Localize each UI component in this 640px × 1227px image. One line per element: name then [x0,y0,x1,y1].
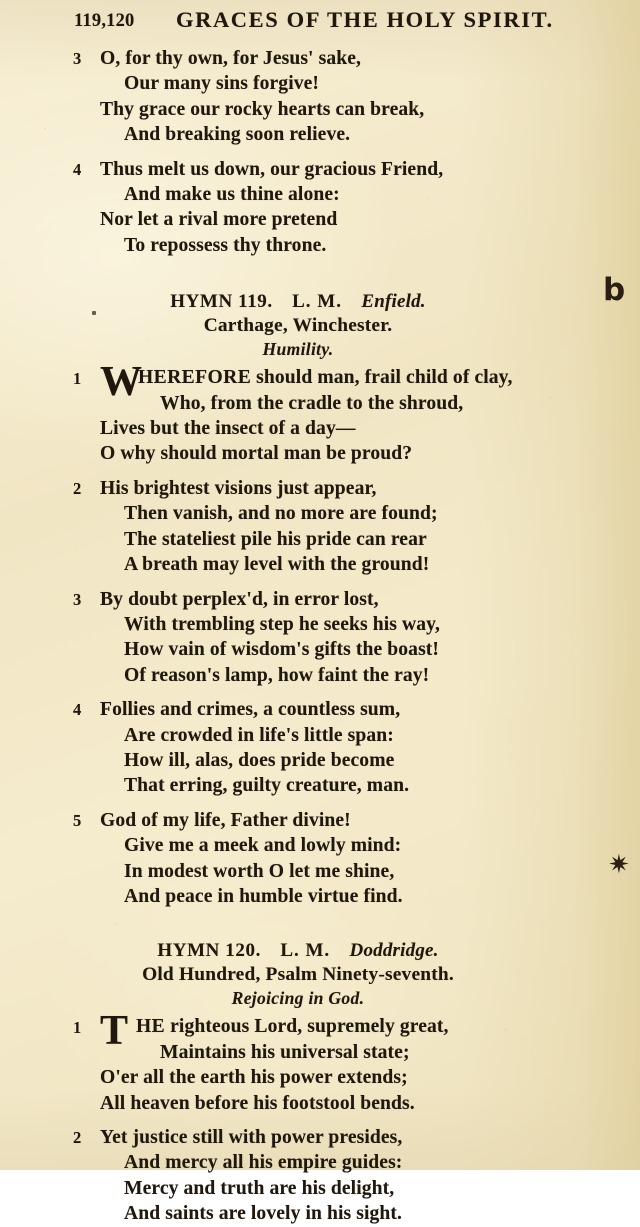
verse-number: 5 [73,810,82,830]
hymn-119-block [0,290,640,909]
stanza [0,46,640,148]
verse-line: All heaven before his footstool bends. [100,1092,415,1114]
verse-line-text: O, for thy own, for Jesus' sake, [100,48,362,69]
verse-line: Of reason's lamp, how faint the ray! [124,664,430,686]
verse-line-text: God of my life, Father divine! [100,809,351,831]
verse-line: In modest worth O let me shine, [124,860,395,882]
verse-line: A breath may level with the ground! [124,554,430,576]
hymn-number-label: HYMN 120. [157,940,261,962]
continued-hymn-block [0,46,640,258]
drop-cap-letter: W [100,359,142,406]
verse-line [73,808,640,833]
verse-number: 1 [73,369,82,389]
page-title: GRACES OF THE HOLY SPIRIT. [176,7,554,32]
stanza [0,587,640,689]
stanza-opening [0,359,640,467]
verse-number: 4 [73,700,82,720]
margin-letter-b-mark: b [603,272,626,308]
verse-line: How ill, alas, does pride become [124,749,395,771]
section-gap [0,258,640,290]
verse-number: 4 [73,159,82,179]
verse-line: Thy grace our rocky hearts can break, [100,98,425,120]
verse-line: And mercy all his empire guides: [124,1152,403,1174]
verse-line: Nor let a rival more pretend [100,209,338,231]
verse-line: Our many sins forgive! [124,73,320,95]
drop-cap-word-remainder: HEREFORE [138,367,252,389]
hymn-meter: L. M. [280,940,331,962]
verse-line: Then vanish, and no more are found; [124,503,438,525]
hymn-heading-line-1 [0,939,596,963]
running-head [0,5,640,39]
verse-line [73,476,640,501]
verse-number: 3 [73,49,82,68]
verse-line-text: should man, frail child of clay, [251,367,513,389]
stanza-gap [0,148,640,157]
verse-number: 3 [73,589,82,609]
hymn-author: Doddridge. [349,940,439,962]
stanza [0,157,640,259]
verse-line: O why should mortal man be proud? [100,443,413,465]
verse-line: The stateliest pile his pride can rear [124,528,427,550]
verse-line-text: His brightest visions just appear, [100,477,377,499]
hymn-heading-line-1 [0,290,596,314]
verse-line: Give me a meek and lowly mind: [124,835,402,857]
stanza [0,808,640,910]
verse-line [73,46,640,71]
hymn-heading [0,290,640,361]
verse-line [136,1014,640,1039]
verse-line: And peace in humble virtue find. [124,885,403,907]
hymn-tunes: Old Hundred, Psalm Ninety-seventh. [142,964,454,986]
drop-cap-word-remainder: HE [136,1016,166,1038]
verse-line: How vain of wisdom's gifts the boast! [124,639,440,661]
hymn-number-label: HYMN 119. [170,291,273,313]
hymn-meter: L. M. [292,291,342,313]
verse-line: And saints are lovely in his sight. [124,1203,403,1225]
verse-line: Mercy and truth are his delight, [124,1177,395,1199]
verse-line [73,1125,640,1150]
verse-line-text: By doubt perplex'd, in error lost, [100,588,379,610]
verse-line [73,587,640,612]
verse-line: O'er all the earth his power extends; [100,1067,408,1089]
section-gap [0,909,640,939]
verse-line: Lives but the insect of a day— [100,418,356,440]
verse-number: 1 [73,1018,82,1038]
stanza [0,476,640,578]
verse-line: To repossess thy throne. [124,234,327,256]
verse-number: 2 [73,478,82,498]
stanza [0,697,640,799]
verse-line [138,365,640,390]
verse-line: That erring, guilty creature, man. [124,775,410,797]
margin-asterisk-mark: ✷ [608,850,630,880]
verse-line [73,157,640,182]
verse-line: Who, from the cradle to the shroud, [160,392,464,414]
verse-number: 2 [73,1128,82,1147]
hymn-author: Enfield. [361,291,426,313]
hymn-theme: Humility. [262,339,334,360]
page-body [0,46,640,1227]
stanza-opening [0,1008,640,1116]
verse-line-text: righteous Lord, supremely great, [165,1016,449,1038]
verse-line: Maintains his universal state; [160,1041,410,1063]
hymn-heading [0,939,640,1010]
verse-line: Are crowded in life's little span: [124,724,394,746]
verse-line: And breaking soon relieve. [124,124,351,146]
verse-line: With trembling step he seeks his way, [124,613,440,635]
hymn-theme: Rejoicing in God. [231,988,365,1009]
hymn-120-block [0,939,640,1226]
hymn-tunes: Carthage, Winchester. [203,315,393,337]
drop-cap-letter: T [100,1008,129,1055]
page-folio-numbers: 119,120 [74,11,135,31]
verse-line [73,697,640,722]
verse-line-text: Follies and crimes, a countless sum, [100,699,401,721]
verse-line-text: Yet justice still with power presides, [100,1127,403,1148]
stanza [0,1125,640,1227]
verse-line: And make us thine alone: [124,184,340,206]
verse-line-text: Thus melt us down, our gracious Friend, [100,158,444,180]
